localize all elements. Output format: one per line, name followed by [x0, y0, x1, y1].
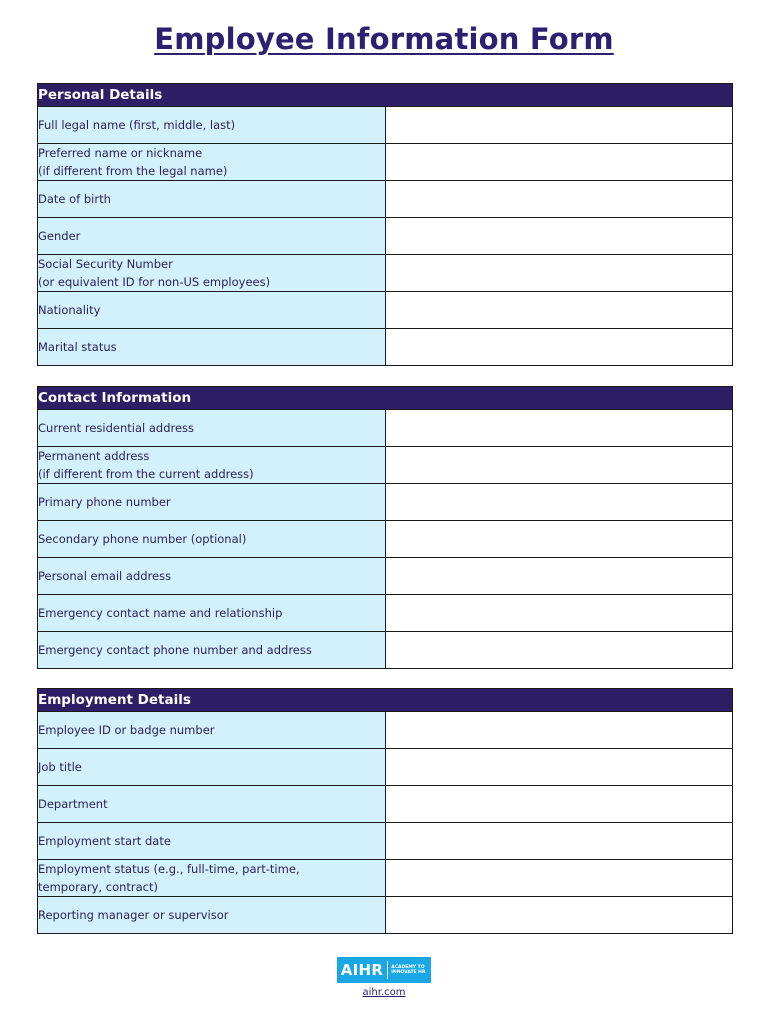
- form-row: [38, 144, 733, 181]
- field-label: Marital status: [38, 329, 386, 366]
- field-label: Preferred name or nickname (if different from the legal name): [38, 144, 386, 181]
- website-link[interactable]: aihr.com: [362, 987, 406, 998]
- emergency-contact-name-field[interactable]: [385, 595, 733, 632]
- field-label: Personal email address: [38, 558, 386, 595]
- field-label: Full legal name (first, middle, last): [38, 107, 386, 144]
- form-row: [38, 329, 733, 366]
- contact-information-section: [37, 386, 733, 669]
- field-label: Emergency contact name and relationship: [38, 595, 386, 632]
- secondary-phone-field[interactable]: [385, 521, 733, 558]
- aihr-logo: AIHR ACADEMY TO INNOVATE HR: [337, 957, 432, 983]
- form-row: [38, 897, 733, 934]
- field-label: Employment start date: [38, 823, 386, 860]
- date-of-birth-field[interactable]: [385, 181, 733, 218]
- footer: [0, 957, 768, 998]
- form-row: [38, 595, 733, 632]
- section-heading: Personal Details: [38, 84, 733, 107]
- field-label: Social Security Number (or equivalent ID for non-US employees): [38, 255, 386, 292]
- field-label: Secondary phone number (optional): [38, 521, 386, 558]
- reporting-manager-field[interactable]: [385, 897, 733, 934]
- marital-status-field[interactable]: [385, 329, 733, 366]
- field-label: Reporting manager or supervisor: [38, 897, 386, 934]
- form-row: [38, 181, 733, 218]
- form-row: [38, 107, 733, 144]
- ssn-field[interactable]: [385, 255, 733, 292]
- department-field[interactable]: [385, 786, 733, 823]
- personal-details-section: [37, 83, 733, 366]
- form-row: [38, 218, 733, 255]
- field-label: Employment status (e.g., full-time, part-time, temporary, contract): [38, 860, 386, 897]
- start-date-field[interactable]: [385, 823, 733, 860]
- form-row: [38, 749, 733, 786]
- employee-id-field[interactable]: [385, 712, 733, 749]
- gender-field[interactable]: [385, 218, 733, 255]
- job-title-field[interactable]: [385, 749, 733, 786]
- nationality-field[interactable]: [385, 292, 733, 329]
- form-row: [38, 410, 733, 447]
- personal-email-field[interactable]: [385, 558, 733, 595]
- field-label: Employee ID or badge number: [38, 712, 386, 749]
- emergency-contact-phone-field[interactable]: [385, 632, 733, 669]
- form-row: [38, 712, 733, 749]
- form-row: [38, 292, 733, 329]
- form-row: [38, 632, 733, 669]
- field-label: Date of birth: [38, 181, 386, 218]
- field-label: Emergency contact phone number and address: [38, 632, 386, 669]
- preferred-name-field[interactable]: [385, 144, 733, 181]
- permanent-address-field[interactable]: [385, 447, 733, 484]
- field-label: Gender: [38, 218, 386, 255]
- employment-status-field[interactable]: [385, 860, 733, 897]
- field-label: Job title: [38, 749, 386, 786]
- form-row: [38, 447, 733, 484]
- current-address-field[interactable]: [385, 410, 733, 447]
- section-heading: Employment Details: [38, 689, 733, 712]
- section-heading: Contact Information: [38, 387, 733, 410]
- form-row: [38, 558, 733, 595]
- form-row: [38, 860, 733, 897]
- form-row: [38, 484, 733, 521]
- field-label: Primary phone number: [38, 484, 386, 521]
- form-row: [38, 521, 733, 558]
- page-title: Employee Information Form: [154, 22, 614, 56]
- form-row: [38, 823, 733, 860]
- form-row: [38, 786, 733, 823]
- field-label: Current residential address: [38, 410, 386, 447]
- field-label: Permanent address (if different from the current address): [38, 447, 386, 484]
- primary-phone-field[interactable]: [385, 484, 733, 521]
- field-label: Department: [38, 786, 386, 823]
- field-label: Nationality: [38, 292, 386, 329]
- employment-details-section: [37, 688, 733, 934]
- full-legal-name-field[interactable]: [385, 107, 733, 144]
- form-row: [38, 255, 733, 292]
